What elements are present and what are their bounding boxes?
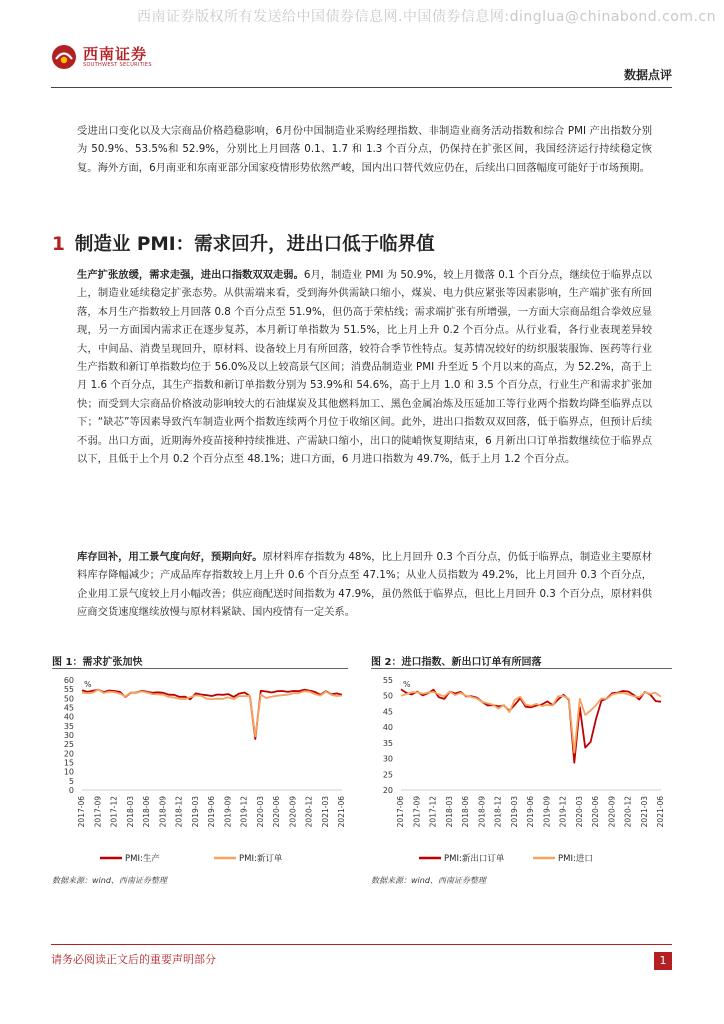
x-tick-label: 2021-06 bbox=[337, 796, 346, 828]
logo-chinese-name: 西南证券 bbox=[83, 45, 148, 63]
x-tick-label: 2019-06 bbox=[526, 796, 535, 828]
x-tick-label: 2019-12 bbox=[239, 796, 249, 828]
section-title-text: 制造业 PMI：需求回升，进出口低于临界值 bbox=[74, 234, 435, 255]
x-tick-label: 2018-06 bbox=[461, 796, 470, 828]
y-tick-label: 25 bbox=[382, 770, 393, 780]
watermark-text: 西南证券版权所有发送给中国债券信息网.中国债券信息网:dinglua@chinabond.com.cn bbox=[136, 9, 716, 25]
document-type-label: 数据点评 bbox=[623, 68, 672, 82]
x-tick-label: 2019-03 bbox=[190, 796, 200, 828]
series-line-2 bbox=[401, 692, 661, 753]
x-tick-label: 2020-09 bbox=[607, 796, 617, 828]
y-tick-label: 40 bbox=[63, 712, 74, 722]
y-tick-label: 20 bbox=[63, 749, 74, 759]
legend-label: PMI:生产 bbox=[125, 854, 160, 864]
figure-2-title: 图 2：进口指数、新出口订单有所回落 bbox=[371, 657, 542, 668]
y-tick-label: 30 bbox=[63, 731, 74, 740]
company-logo-icon bbox=[51, 44, 77, 70]
y-tick-label: 20 bbox=[382, 786, 393, 795]
figure-2-chart bbox=[371, 670, 671, 876]
legend-label: PMI:进口 bbox=[558, 854, 593, 864]
figure-1-rule bbox=[52, 668, 348, 669]
paragraph-lead: 生产扩张放缓，需求走强，进出口指数双双走弱。 bbox=[77, 269, 304, 281]
y-tick-label: 55 bbox=[63, 685, 74, 695]
line-chart-svg bbox=[52, 670, 352, 872]
legend-label: PMI:新出口订单 bbox=[444, 854, 505, 864]
y-tick-label: 50 bbox=[382, 691, 393, 701]
x-tick-label: 2019-03 bbox=[509, 796, 519, 828]
x-tick-label: 2019-12 bbox=[558, 796, 568, 828]
y-tick-label: 45 bbox=[382, 707, 393, 717]
paragraph-lead: 库存回补，用工景气度向好，预期向好。 bbox=[77, 551, 263, 563]
legend-label: PMI:新订单 bbox=[239, 854, 283, 864]
paragraph-body: 原材料库存指数为 48%，比上月回升 0.3 个百分点，仍低于临界点，制造业主要原材料库存降幅减少；产成品库存指数较上月上升 0.6 个百分点至 47.1%；从业人员指数为 49.2%，比上月回升 0.3 个百分点，企业用工景气度较上月小幅改善；供应商配送时间指数为 47.9%，虽仍然低于临界点，但比上月回升 0.3 个百分点，原材料供应商交货速度继续放慢与原材料紧缺、国内疫情有一定关系。 bbox=[77, 551, 652, 619]
paragraph-production-demand bbox=[77, 266, 652, 468]
line-chart-svg bbox=[371, 670, 671, 872]
x-tick-label: 2020-06 bbox=[591, 796, 600, 828]
page-number: 1 bbox=[654, 952, 672, 970]
y-tick-label: 10 bbox=[63, 767, 74, 777]
y-tick-label: 60 bbox=[63, 676, 74, 685]
y-tick-label: 45 bbox=[63, 703, 74, 713]
x-tick-label: 2019-09 bbox=[223, 796, 233, 828]
series-line-1 bbox=[401, 689, 661, 762]
unit-label: % bbox=[84, 680, 92, 689]
series-line-1 bbox=[82, 690, 342, 739]
x-tick-label: 2020-12 bbox=[623, 796, 633, 828]
footer-disclaimer: 请务必阅读正文后的重要声明部分 bbox=[51, 953, 216, 966]
y-tick-label: 0 bbox=[68, 786, 74, 795]
y-tick-label: 35 bbox=[63, 721, 74, 731]
x-tick-label: 2021-03 bbox=[639, 796, 649, 828]
x-tick-label: 2018-09 bbox=[158, 796, 168, 828]
x-tick-label: 2018-03 bbox=[444, 796, 454, 828]
x-tick-label: 2017-06 bbox=[77, 796, 86, 828]
x-tick-label: 2021-03 bbox=[320, 796, 330, 828]
x-tick-label: 2017-09 bbox=[93, 796, 103, 828]
y-tick-label: 30 bbox=[382, 754, 393, 764]
y-tick-label: 25 bbox=[63, 740, 74, 750]
y-tick-label: 50 bbox=[63, 694, 74, 704]
figure-2-rule bbox=[371, 668, 672, 669]
x-tick-label: 2020-09 bbox=[288, 796, 298, 828]
x-tick-label: 2019-06 bbox=[207, 796, 216, 828]
x-tick-label: 2018-12 bbox=[174, 796, 184, 828]
x-tick-label: 2020-06 bbox=[272, 796, 281, 828]
header-divider bbox=[51, 87, 672, 88]
x-tick-label: 2018-06 bbox=[142, 796, 151, 828]
x-tick-label: 2021-06 bbox=[656, 796, 665, 828]
x-tick-label: 2019-09 bbox=[542, 796, 552, 828]
x-tick-label: 2018-12 bbox=[493, 796, 503, 828]
section-number: 1 bbox=[52, 234, 65, 255]
y-tick-label: 5 bbox=[68, 776, 74, 786]
paragraph-inventory bbox=[77, 548, 652, 622]
unit-label: % bbox=[403, 680, 411, 689]
figure-1-chart bbox=[52, 670, 352, 876]
x-tick-label: 2020-12 bbox=[304, 796, 314, 828]
figure-1-source: 数据来源：wind、西南证券整理 bbox=[52, 876, 167, 885]
figure-2-source: 数据来源：wind、西南证券整理 bbox=[371, 876, 486, 885]
x-tick-label: 2020-03 bbox=[255, 796, 265, 828]
intro-paragraph: 受进出口变化以及大宗商品价格趋稳影响，6月份中国制造业采购经理指数、非制造业商务活动指数和综合 PMI 产出指数分别为 50.9%、53.5%和 52.9%，分别比上月回落 0.1、1.7 和 1.3 个百分点，仍保持在扩张区间，我国经济运行持续稳定恢复。海外方面，6月南亚和东南亚部分国家疫情形势依然严峻，国内出口替代效应仍在，后续出口回落幅度可能好于市场预期。 bbox=[77, 125, 652, 174]
x-tick-label: 2017-06 bbox=[396, 796, 405, 828]
y-tick-label: 15 bbox=[63, 758, 74, 768]
footer-divider bbox=[51, 944, 672, 945]
x-tick-label: 2018-09 bbox=[477, 796, 487, 828]
section-heading bbox=[52, 230, 435, 256]
x-tick-label: 2017-09 bbox=[412, 796, 422, 828]
logo-english-name: SOUTHWEST SECURITIES bbox=[83, 62, 152, 68]
paragraph-body: 6月，制造业 PMI 为 50.9%，较上月微落 0.1 个百分点，继续位于临界点以上，制造业延续稳定扩张态势。从供需端来看，受到海外供需缺口缩小，煤炭、电力供应紧张等因素影响，生产端扩张有所回落，本月生产指数较上月回落 0.8 个百分点至 51.9%，但仍高于荣枯线；需求端扩张有所增强，一方面大宗商品组合拳效应显现，另一方面国内需求正在逐步复苏，本月新订单指数为 51.5%，比上月上升 0.2 个百分点。从行业看，各行业表现差异较大，中间品、消费呈现回升，原材料、设备较上月有所回落，较符合季节性特点。复苏情况较好的纺织服装服饰、医药等行业生产指数和新订单指数均位于 56.0%及以上较高景气区间；消费品制造业 PMI 升至近 5 个月以来的高点，为 52.2%，高于上月 1.6 个百分点，其生产指数和新订单指数分别为 53.9%和 54.6%，高于上月 1.0 和 3.5 个百分点，行业生产和需求扩张加快；而受到大宗商品价格波动影响较大的石油煤炭及其他燃料加工、黑色金属冶炼及压延加工等行业两个指数均降至临界点以下；“缺芯”等因素导致汽车制造业两个指数连续两个月位于收缩区间。此外，进出口指数双双回落，低于临界点，但预计后续不弱。出口方面，近期海外疫苗接种持续推进、产需缺口缩小，出口的陡峭恢复期结束，6 月新出口订单指数继续位于临界点以下，且低于上个月 0.2 个百分点至 48.1%；进口方面，6 月进口指数为 49.7%，低于上月 1.2 个百分点。 bbox=[77, 269, 652, 466]
x-tick-label: 2020-03 bbox=[574, 796, 584, 828]
figure-1-title: 图 1：需求扩张加快 bbox=[52, 657, 143, 668]
company-logo bbox=[51, 44, 152, 70]
y-tick-label: 35 bbox=[382, 738, 393, 748]
x-tick-label: 2018-03 bbox=[125, 796, 135, 828]
x-tick-label: 2017-12 bbox=[109, 796, 119, 828]
y-tick-label: 55 bbox=[382, 676, 393, 685]
y-tick-label: 40 bbox=[382, 723, 393, 733]
x-tick-label: 2017-12 bbox=[428, 796, 438, 828]
